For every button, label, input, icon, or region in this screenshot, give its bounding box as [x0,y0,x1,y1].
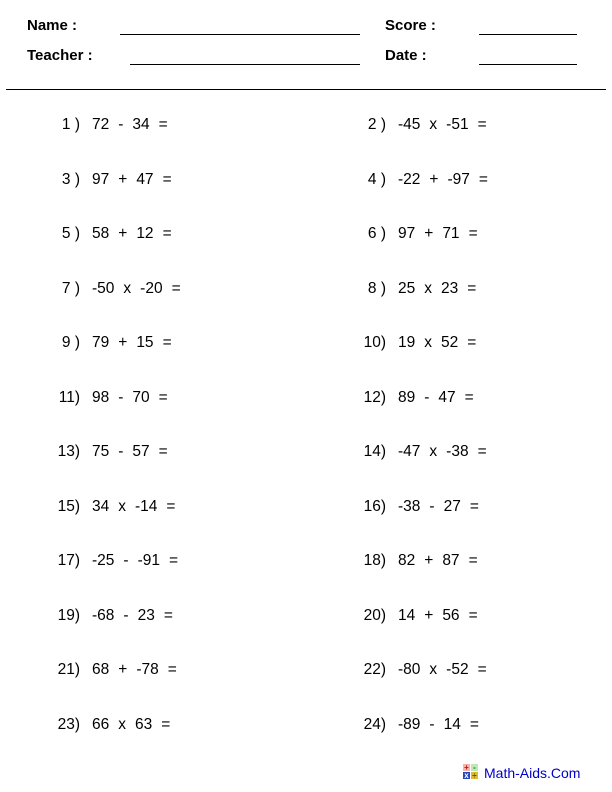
problem-number: 24) [363,715,386,733]
problem-expression [92,171,172,189]
problem-number: 10) [363,334,386,352]
problem-number: 2 ) [367,116,386,134]
problem-number: 18) [363,552,386,570]
equals-sign: = [158,443,168,461]
operand-right: 52 [441,334,459,352]
equals-sign: = [161,715,171,733]
operand-right: 87 [442,552,460,570]
equals-sign: = [478,170,488,188]
operand-left: -68 [92,606,115,624]
operand-left: 97 [92,170,110,188]
operator: x [429,661,438,679]
problem-number: 22) [363,661,386,679]
operand-right: 47 [438,388,456,406]
operator: x [123,279,132,297]
operand-left: -25 [92,552,115,570]
operand-right: -51 [446,116,469,134]
operand-left: 25 [398,279,416,297]
date-label: Date : [385,47,427,64]
problem-number: 5 ) [61,225,80,243]
operator: - [118,116,124,134]
equals-sign: = [166,497,176,515]
problem-number: 16) [363,497,386,515]
equals-sign: = [467,334,477,352]
name-label: Name : [27,17,78,34]
problem-number: 13) [57,443,80,461]
problem-expression [92,334,172,352]
operand-right: 27 [443,497,461,515]
problem-number: 8 ) [367,279,386,297]
logo-tile-icon: ÷ [472,772,477,779]
problems-grid [0,98,612,752]
operand-left: -47 [398,443,421,461]
problem-number: 11) [58,388,80,406]
problem-expression [398,116,487,134]
problem-expression [92,498,175,516]
problem-expression [398,552,478,570]
equals-sign: = [162,334,172,352]
problem-number: 21) [57,661,80,679]
problem-item [0,171,306,189]
problem-number: 3 ) [61,170,80,188]
operand-right: -20 [140,279,163,297]
problem-expression [398,334,476,352]
logo-tile-icon: - [471,764,478,771]
operator: + [118,334,128,352]
equals-sign: = [469,497,479,515]
problem-item [0,716,306,734]
operand-right: 23 [441,279,459,297]
math-aids-logo-icon[interactable] [463,764,478,779]
operand-left: 34 [92,497,110,515]
equals-sign: = [477,661,487,679]
equals-sign: = [167,661,177,679]
problem-expression [398,225,478,243]
equals-sign: = [464,388,474,406]
operand-right: 23 [137,606,155,624]
problem-item [0,443,306,461]
score-fill-line [479,34,577,35]
problem-expression [398,498,479,516]
operator: + [424,606,434,624]
operand-left: 75 [92,443,110,461]
equals-sign: = [158,116,168,134]
math-aids-link[interactable]: Math-Aids.Com [484,765,581,781]
equals-sign: = [468,225,478,243]
operand-left: 66 [92,715,110,733]
operator: + [118,661,128,679]
equals-sign: = [469,715,479,733]
equals-sign: = [158,388,168,406]
teacher-label: Teacher : [27,47,93,64]
problem-item [306,389,612,407]
problem-item [0,661,306,679]
operator: - [424,388,430,406]
operand-right: 12 [136,225,154,243]
operator: x [424,334,432,352]
score-label: Score : [385,17,436,34]
problem-item [306,716,612,734]
equals-sign: = [162,225,172,243]
problem-number: 1 ) [61,116,80,134]
problem-expression [92,443,168,461]
operator: - [118,388,124,406]
operand-right: 57 [132,443,150,461]
logo-tile-icon: + [464,764,469,771]
operator: - [118,443,124,461]
problem-item [306,334,612,352]
operator: - [123,552,129,570]
problem-number: 4 ) [367,170,386,188]
operand-right: -14 [135,497,158,515]
problem-expression [92,116,168,134]
equals-sign: = [163,606,173,624]
operand-left: 82 [398,552,416,570]
operand-left: 72 [92,116,110,134]
operator: + [118,225,128,243]
problem-item [0,334,306,352]
operand-right: 34 [132,116,150,134]
problem-number: 9 ) [61,334,80,352]
problem-item [0,280,306,298]
header-divider [6,89,606,90]
operand-left: 98 [92,388,110,406]
date-fill-line [479,64,577,65]
problem-item [306,661,612,679]
operator: x [429,443,438,461]
operator: + [118,170,128,188]
operand-right: -91 [137,552,160,570]
problem-expression [398,443,487,461]
equals-sign: = [168,552,179,570]
problem-item [0,225,306,243]
operand-left: -45 [398,116,421,134]
problem-number: 6 ) [367,225,386,243]
operand-left: -38 [398,497,421,515]
problem-item [306,607,612,625]
problem-number: 15) [57,497,80,515]
operand-left: 97 [398,225,416,243]
operand-right: 14 [443,715,461,733]
operand-right: 56 [442,606,460,624]
operator: - [123,606,129,624]
problem-expression [398,171,488,189]
operator: + [424,552,434,570]
problem-expression [92,607,173,625]
problem-number: 20) [363,606,386,624]
operand-right: 70 [132,388,150,406]
problem-item [306,116,612,134]
problem-expression [92,716,170,734]
operand-right: 63 [135,715,153,733]
problem-number: 23) [57,715,80,733]
problem-expression [398,389,474,407]
operand-right: -52 [446,661,469,679]
equals-sign: = [467,279,477,297]
equals-sign: = [477,443,487,461]
problem-item [0,552,306,570]
operand-right: -78 [136,661,159,679]
operand-left: -50 [92,279,115,297]
equals-sign: = [468,606,478,624]
operand-right: 71 [442,225,460,243]
operand-left: -89 [398,715,421,733]
logo-tile-icon: x [464,772,469,779]
operator: - [429,715,435,733]
problem-item [0,607,306,625]
problem-item [306,443,612,461]
teacher-fill-line [130,64,360,65]
equals-sign: = [468,552,478,570]
operator: - [429,497,435,515]
problem-number: 7 ) [61,279,80,297]
problem-expression [398,661,487,679]
operand-right: -38 [446,443,469,461]
operator: + [429,170,439,188]
operator: x [118,497,126,515]
problem-item [0,389,306,407]
problem-expression [92,389,168,407]
operand-right: -97 [447,170,470,188]
equals-sign: = [162,170,172,188]
operator: x [429,116,438,134]
operator: x [424,279,432,297]
problem-item [306,225,612,243]
problem-item [0,116,306,134]
equals-sign: = [477,116,487,134]
operand-left: 19 [398,334,416,352]
problem-item [306,280,612,298]
problem-item [306,171,612,189]
name-fill-line [120,34,360,35]
operand-left: 79 [92,334,110,352]
problem-expression [398,607,478,625]
problem-expression [92,552,178,570]
operator: + [424,225,434,243]
problem-number: 19) [57,606,80,624]
equals-sign: = [171,279,181,297]
operand-left: -22 [398,170,421,188]
operand-right: 47 [136,170,154,188]
problem-item [0,498,306,516]
problem-expression [92,661,177,679]
problem-item [306,498,612,516]
operand-left: 68 [92,661,110,679]
operator: x [118,715,126,733]
problem-expression [92,280,181,298]
problem-expression [398,716,479,734]
operand-left: 14 [398,606,416,624]
operand-left: -80 [398,661,421,679]
problem-item [306,552,612,570]
problem-number: 14) [363,443,386,461]
operand-right: 15 [136,334,154,352]
problem-expression [398,280,476,298]
problem-number: 12) [363,388,386,406]
operand-left: 89 [398,388,416,406]
operand-left: 58 [92,225,110,243]
problem-expression [92,225,172,243]
problem-number: 17) [57,552,80,570]
